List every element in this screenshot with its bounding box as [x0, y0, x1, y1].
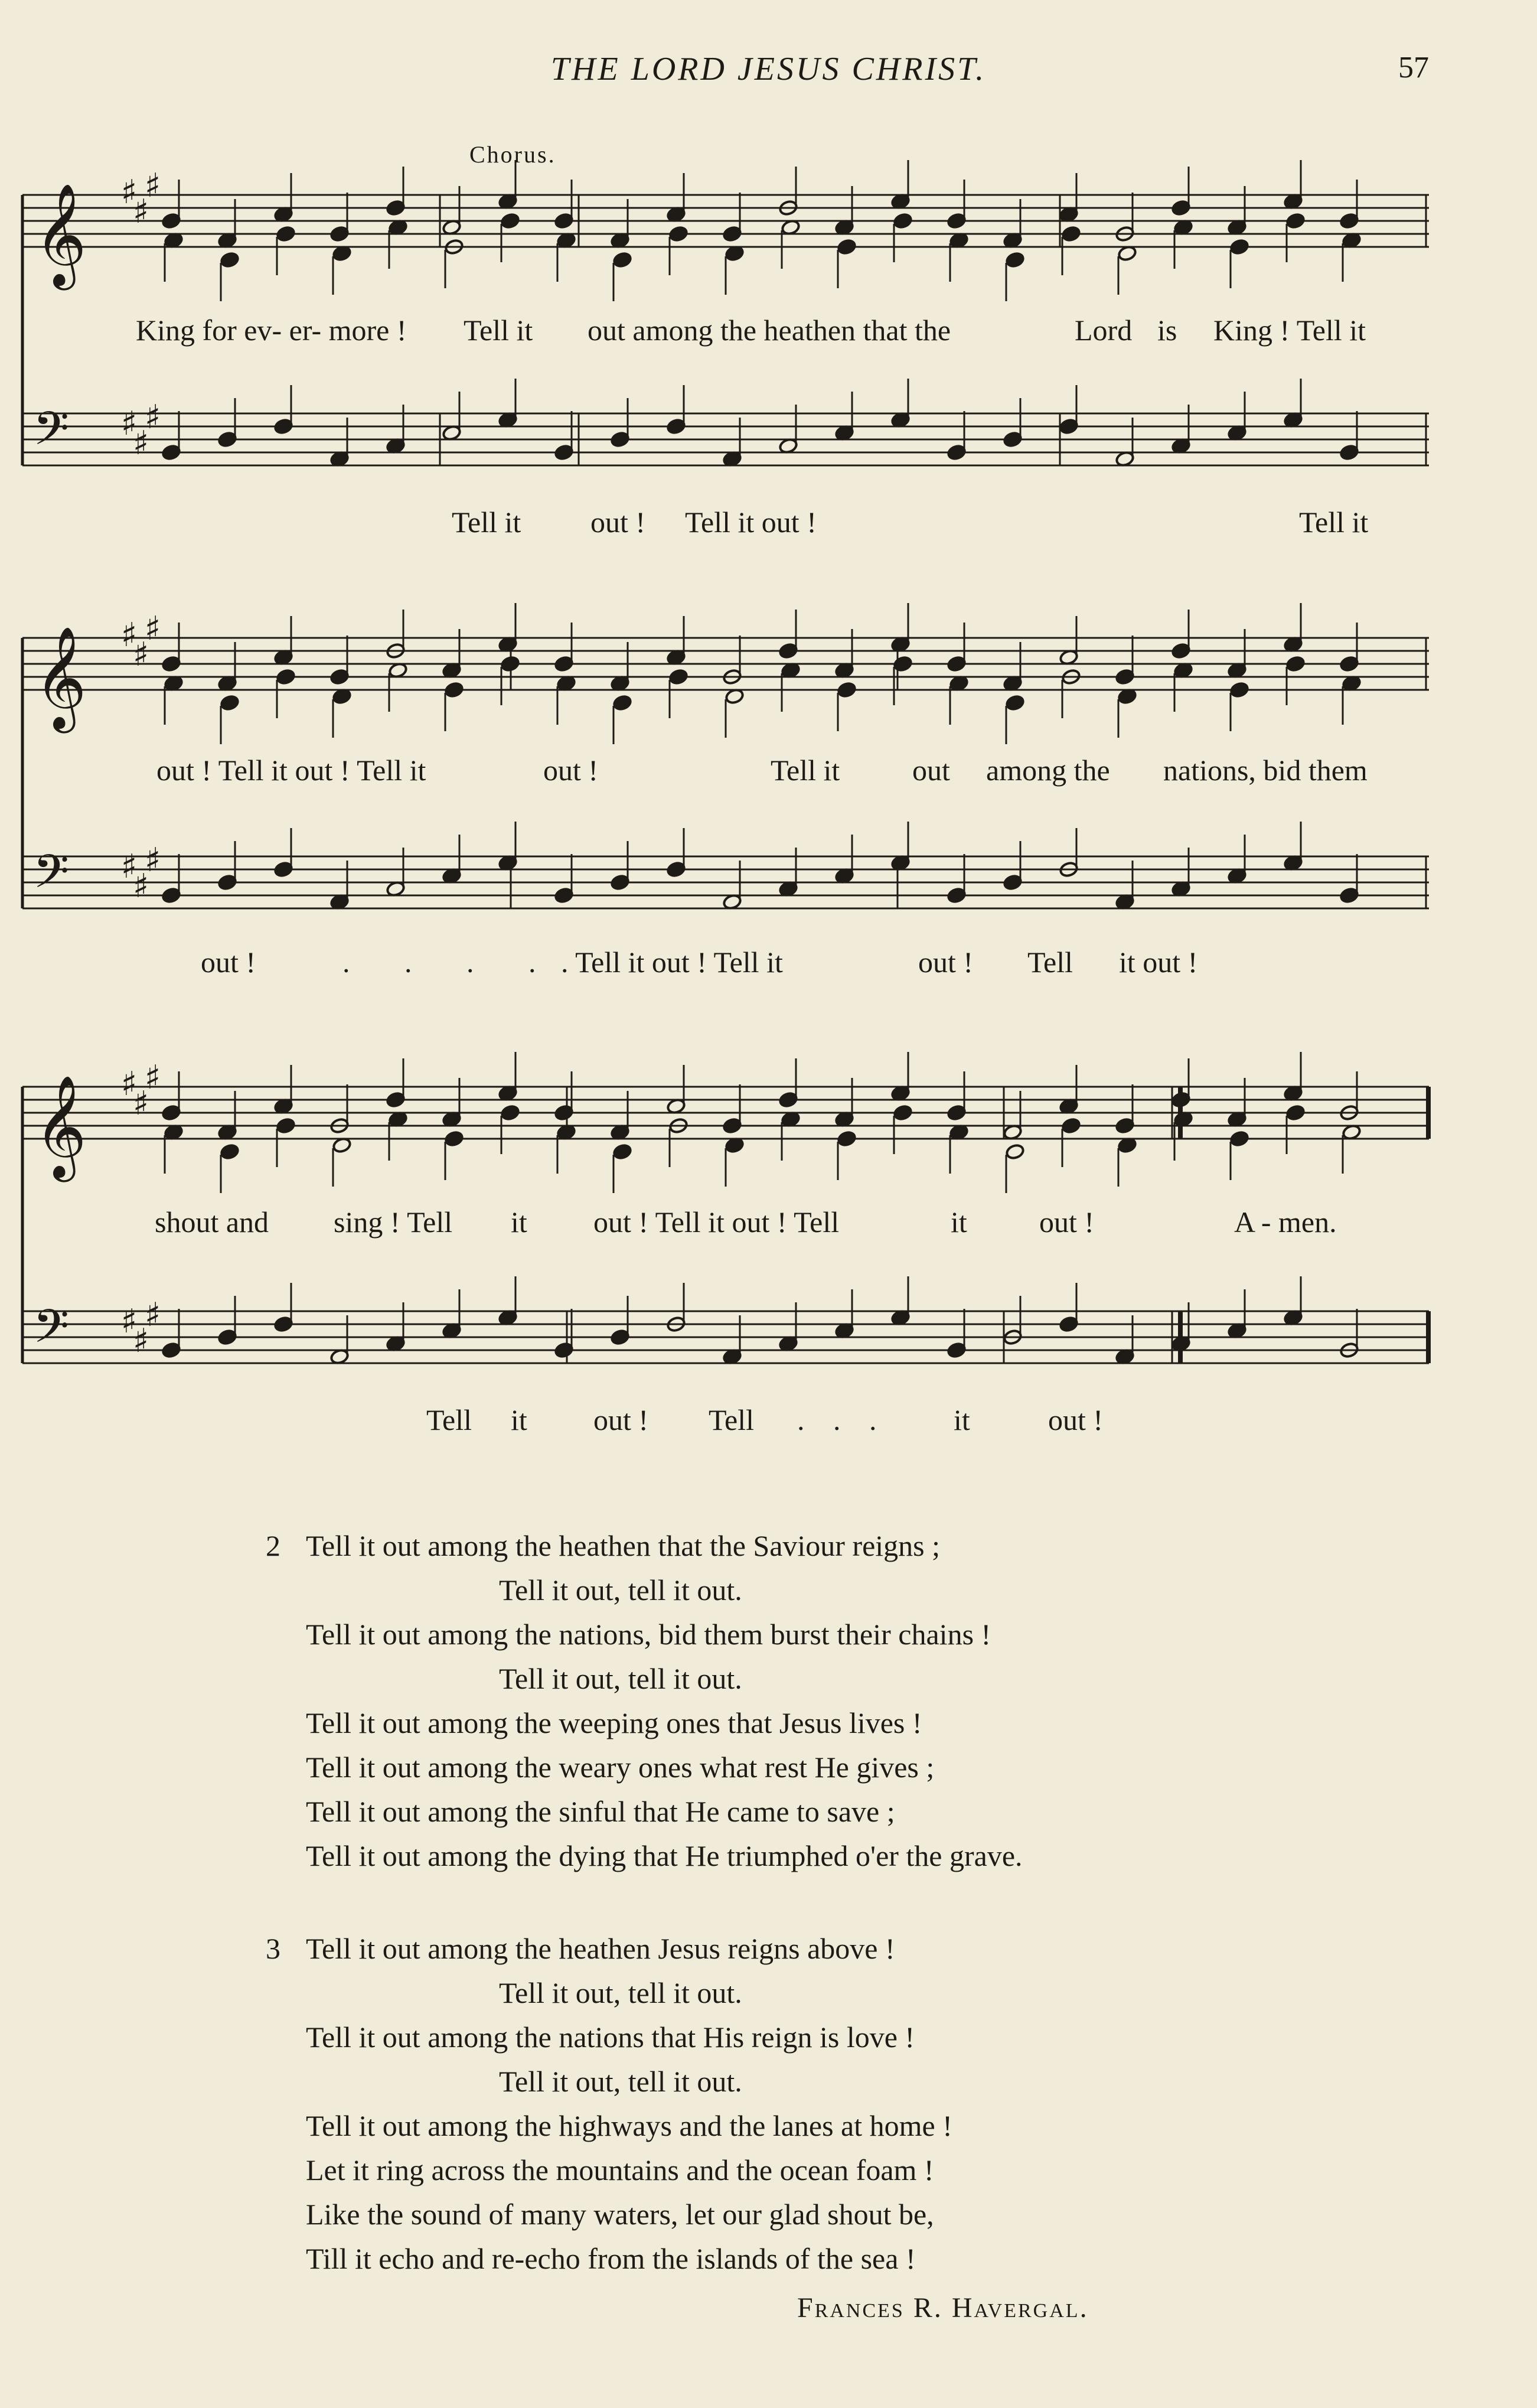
- svg-text:𝄢: 𝄢: [33, 402, 70, 467]
- lyric: it: [511, 1403, 527, 1436]
- lyric: is: [1157, 314, 1177, 347]
- lyric: it: [954, 1403, 970, 1436]
- lyric: out !: [1048, 1403, 1104, 1436]
- svg-text:𝄢: 𝄢: [33, 845, 70, 910]
- verse-line: 3 Tell it out among the heathen Jesus reigns above !: [266, 1927, 1329, 1971]
- verses: [266, 1524, 1329, 2329]
- lyric: Tell it: [464, 314, 533, 347]
- lyric: Tell: [426, 1403, 472, 1436]
- verse-line: Tell it out among the highways and the lanes at home !: [306, 2109, 952, 2142]
- svg-text:♯: ♯: [121, 1302, 138, 1341]
- verse-line: Tell it out, tell it out.: [499, 1976, 742, 2009]
- svg-text:♯: ♯: [121, 616, 138, 654]
- lyric: Tell it: [1299, 506, 1369, 539]
- svg-text:♯: ♯: [133, 1084, 149, 1123]
- lyric: King for ev- er- more !: [136, 314, 407, 347]
- lyric: sing ! Tell: [334, 1205, 453, 1239]
- svg-text:♯: ♯: [133, 424, 149, 462]
- lyric: Lord: [1075, 314, 1133, 347]
- lyric: out !: [918, 946, 974, 979]
- lyric: it: [951, 1205, 967, 1239]
- lyric: among the: [986, 754, 1110, 787]
- lyric: nations, bid them: [1163, 754, 1368, 787]
- svg-text:♯: ♯: [145, 610, 161, 648]
- verse-line: Tell it out among the weary ones what rest He gives ;: [306, 1751, 935, 1784]
- verse-line: Tell it out among the nations, bid them burst their chains !: [306, 1618, 991, 1651]
- svg-text:♯: ♯: [145, 841, 161, 879]
- lyric: King ! Tell it: [1213, 314, 1366, 347]
- verse-number: 2: [266, 1529, 280, 1562]
- lyric: out among the heathen that the: [588, 314, 951, 347]
- verse-line: Like the sound of many waters, let our glad shout be,: [306, 2198, 934, 2231]
- svg-text:♯: ♯: [133, 867, 149, 905]
- lyric: . Tell it out ! Tell it: [561, 946, 783, 979]
- lyric: Tell it: [452, 506, 521, 539]
- lyric: A - men.: [1234, 1205, 1337, 1239]
- svg-text:𝄞: 𝄞: [34, 1075, 87, 1178]
- lyric: Tell it: [771, 754, 840, 787]
- verse-line: Tell it out, tell it out.: [499, 2065, 742, 2098]
- lyric: . . . .: [342, 946, 560, 979]
- verse-line: 2 Tell it out among the heathen that the Saviour reigns ;: [266, 1524, 1329, 1568]
- svg-text:𝄢: 𝄢: [33, 1300, 70, 1365]
- svg-text:♯: ♯: [121, 848, 138, 886]
- verse-3: [266, 1927, 1329, 2281]
- verse-2: [266, 1524, 1329, 1878]
- verse-line: Tell it out, tell it out.: [499, 1573, 742, 1607]
- lyric: out ! Tell it out ! Tell it: [156, 754, 426, 787]
- author-credit: Frances R. Havergal.: [797, 2292, 1089, 2324]
- svg-text:♯: ♯: [145, 167, 161, 205]
- lyric: out !: [593, 1403, 649, 1436]
- lyric: out !: [201, 946, 256, 979]
- lyric: shout and: [155, 1205, 269, 1239]
- verse-number: 3: [266, 1932, 280, 1965]
- lyric: . . .: [797, 1403, 887, 1436]
- verse-line: Till it echo and re-echo from the islands of the sea !: [306, 2242, 916, 2275]
- svg-text:♯: ♯: [145, 1058, 161, 1097]
- svg-text:𝄞: 𝄞: [34, 183, 87, 286]
- page-title: THE LORD JESUS CHRIST.: [550, 51, 987, 87]
- lyric: Tell: [709, 1403, 755, 1436]
- verse-line: Tell it out among the weeping ones that Jesus lives !: [306, 1706, 922, 1739]
- chorus-label: Chorus.: [469, 141, 556, 168]
- svg-text:♯: ♯: [121, 1065, 138, 1103]
- verse-line: Tell it out among the dying that He triumphed o'er the grave.: [306, 1839, 1023, 1872]
- lyric: out ! Tell it out ! Tell: [593, 1205, 840, 1239]
- lyric: Tell: [1027, 946, 1073, 979]
- lyric: Tell it out !: [685, 506, 817, 539]
- svg-text:♯: ♯: [133, 636, 149, 674]
- svg-text:♯: ♯: [121, 173, 138, 211]
- svg-text:♯: ♯: [121, 405, 138, 443]
- lyric: it out !: [1119, 946, 1198, 979]
- verse-line: Tell it out among the nations that His reign is love !: [306, 2021, 915, 2054]
- page-number: 57: [1398, 51, 1429, 84]
- svg-text:𝄞: 𝄞: [34, 626, 87, 729]
- lyric: out !: [590, 506, 646, 539]
- verse-line: Tell it out among the sinful that He came to save ;: [306, 1795, 895, 1828]
- lyric: it: [511, 1205, 527, 1239]
- lyric: out !: [543, 754, 599, 787]
- lyric: out: [912, 754, 950, 787]
- svg-text:♯: ♯: [133, 193, 149, 231]
- lyric: out !: [1039, 1205, 1095, 1239]
- verse-line: Tell it out, tell it out.: [499, 1662, 742, 1695]
- svg-text:♯: ♯: [145, 1296, 161, 1334]
- svg-text:♯: ♯: [145, 398, 161, 436]
- svg-text:♯: ♯: [133, 1322, 149, 1360]
- verse-line: Let it ring across the mountains and the ocean foam !: [306, 2153, 934, 2187]
